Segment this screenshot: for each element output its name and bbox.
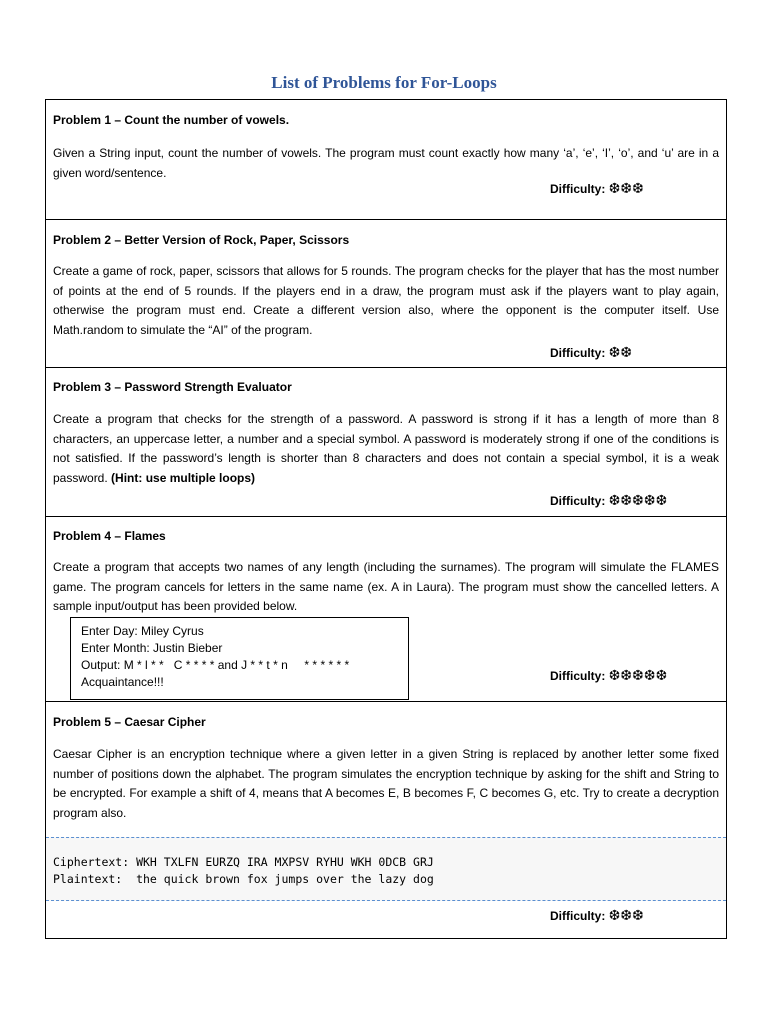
problem-4-title: Problem 4 – Flames	[53, 529, 166, 543]
snowflake-icon: ❆❆❆	[608, 180, 644, 196]
problem-3-hint: (Hint: use multiple loops)	[111, 470, 256, 485]
problem-2-description: Create a game of rock, paper, scissors that allows for 5 rounds. The program checks for the player that has the most number of points at the end of 5 rounds. If the players end in a draw, the program must ask if the players want to play again, otherwise the program must end. Create a different version also, where the opponent is the computer itself. Use Math.random to simulate the “AI” of the program.	[53, 264, 719, 337]
difficulty-label: Difficulty:	[550, 346, 606, 360]
problem-3-title: Problem 3 – Password Strength Evaluator	[53, 380, 292, 394]
ciphertext-line: Ciphertext: WKH TXLFN EURZQ IRA MXPSV RYHU WKH 0DCB GRJ	[53, 855, 434, 869]
plaintext-line: Plaintext: the quick brown fox jumps over the lazy dog	[53, 872, 434, 886]
problem-3-section	[46, 368, 726, 517]
problem-4-section	[46, 517, 726, 702]
problem-5-title: Problem 5 – Caesar Cipher	[53, 715, 206, 729]
difficulty-label: Difficulty:	[550, 669, 606, 683]
problem-1-title: Problem 1 – Count the number of vowels.	[53, 113, 290, 127]
problem-2-section	[46, 220, 726, 368]
page-title: List of Problems for For-Loops	[271, 73, 497, 92]
sample-line: Enter Day: Miley Cyrus	[81, 624, 204, 638]
problem-3-body-text: Create a program that checks for the strength of a password. A password is strong if it has a length of more than 8 characters, an uppercase letter, a number and a special symbol. A password is moderately strong if one of the conditions is not satisfied. If the password’s length is shorter than 8 characters and does not contain a special symbol, it is a weak password.	[53, 412, 719, 485]
difficulty-label: Difficulty:	[550, 182, 606, 196]
snowflake-icon: ❆❆	[608, 344, 633, 360]
difficulty-label: Difficulty:	[550, 909, 606, 923]
problems-table	[45, 99, 727, 939]
sample-line: Acquaintance!!!	[81, 675, 164, 689]
snowflake-icon: ❆❆❆❆❆	[608, 492, 668, 508]
problem-3-difficulty	[550, 492, 667, 509]
problem-1-description: Given a String input, count the number of vowels. The program must count exactly how many ‘a’, ‘e’, ‘I’, ‘o’, and ‘u’ are in a given word/sentence.	[53, 146, 719, 180]
sample-line: Output: M * l * * C * * * * and J * * t * n * * * * * *	[81, 658, 350, 672]
problem-3-description	[53, 410, 719, 488]
sample-line: Enter Month: Justin Bieber	[81, 641, 223, 655]
snowflake-icon: ❆❆❆❆❆	[608, 667, 668, 683]
problem-4-description: Create a program that accepts two names of any length (including the surnames). The program will simulate the FLAMES game. The program cancels for letters in the same name (ex. A in Laura). The program must show the cancelled letters. A sample input/output has been provided below.	[53, 560, 719, 613]
problem-5-description: Caesar Cipher is an encryption technique where a given letter in a given String is replaced by another letter some fixed number of positions down the alphabet. The program simulates the encryption technique by asking for the shift and String to be encrypted. For example a shift of 4, means that A becomes E, B becomes F, C becomes G, etc. Try to create a decryption program also.	[53, 747, 719, 820]
problem-1-section	[46, 100, 726, 220]
difficulty-label: Difficulty:	[550, 494, 606, 508]
snowflake-icon: ❆❆❆	[608, 907, 644, 923]
problem-4-difficulty	[550, 667, 667, 684]
problem-5-difficulty	[550, 907, 644, 924]
problem-2-title: Problem 2 – Better Version of Rock, Paper, Scissors	[53, 233, 350, 247]
problem-1-difficulty	[550, 180, 644, 197]
cipher-example-block	[46, 837, 726, 901]
flames-sample-io	[70, 617, 409, 700]
problem-2-difficulty	[550, 344, 632, 361]
problem-5-section	[46, 702, 726, 940]
